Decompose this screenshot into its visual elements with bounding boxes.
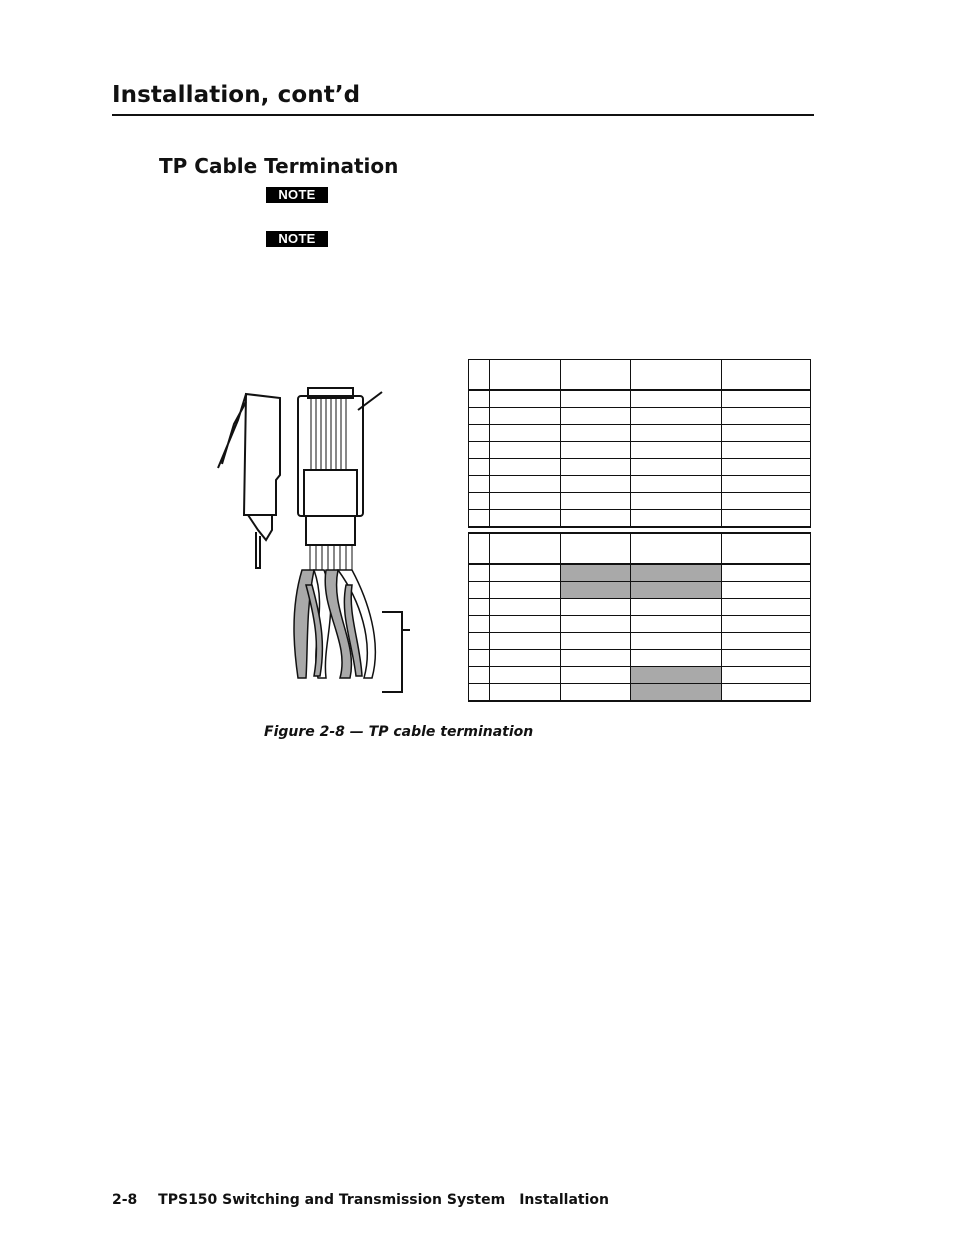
table-row: [469, 684, 811, 702]
table-row: [469, 667, 811, 684]
figure-caption: Figure 2-8 — TP cable termination: [264, 724, 534, 740]
table-row: [469, 390, 811, 408]
table-row: [469, 476, 811, 493]
table-row: [469, 564, 811, 582]
plug-side-body: [244, 394, 280, 515]
table-row: [469, 616, 811, 633]
footer-product-name: TPS150 Switching and Transmission System: [158, 1192, 506, 1208]
plug-latch: [218, 394, 246, 468]
table-b-header-row: [469, 533, 811, 564]
page-number: 2-8: [112, 1192, 138, 1208]
table-row: [469, 599, 811, 616]
plug-side-cable: [256, 532, 260, 568]
table-row: [469, 408, 811, 425]
page-header-title: Installation, cont’d: [112, 82, 361, 108]
contact-pointer-line: [358, 392, 382, 410]
rj45-plug-illustration: [210, 380, 420, 695]
table-row: [469, 582, 811, 599]
table-row: [469, 650, 811, 667]
note-badge: NOTE: [266, 231, 328, 247]
table-a-header-row: [469, 360, 811, 391]
table-row: [469, 425, 811, 442]
section-title: TP Cable Termination: [159, 154, 399, 178]
pin-out-table: [468, 359, 811, 702]
note-badge: NOTE: [266, 187, 328, 203]
table-row: [469, 633, 811, 650]
header-rule: [112, 114, 814, 116]
footer-section-name: Installation: [519, 1192, 609, 1208]
table-row: [469, 510, 811, 528]
table-row: [469, 493, 811, 510]
table-row: [469, 442, 811, 459]
table-row: [469, 459, 811, 476]
pair-bracket: [382, 612, 410, 692]
page-footer: [112, 1192, 609, 1208]
plug-front-strain-relief: [304, 470, 357, 516]
